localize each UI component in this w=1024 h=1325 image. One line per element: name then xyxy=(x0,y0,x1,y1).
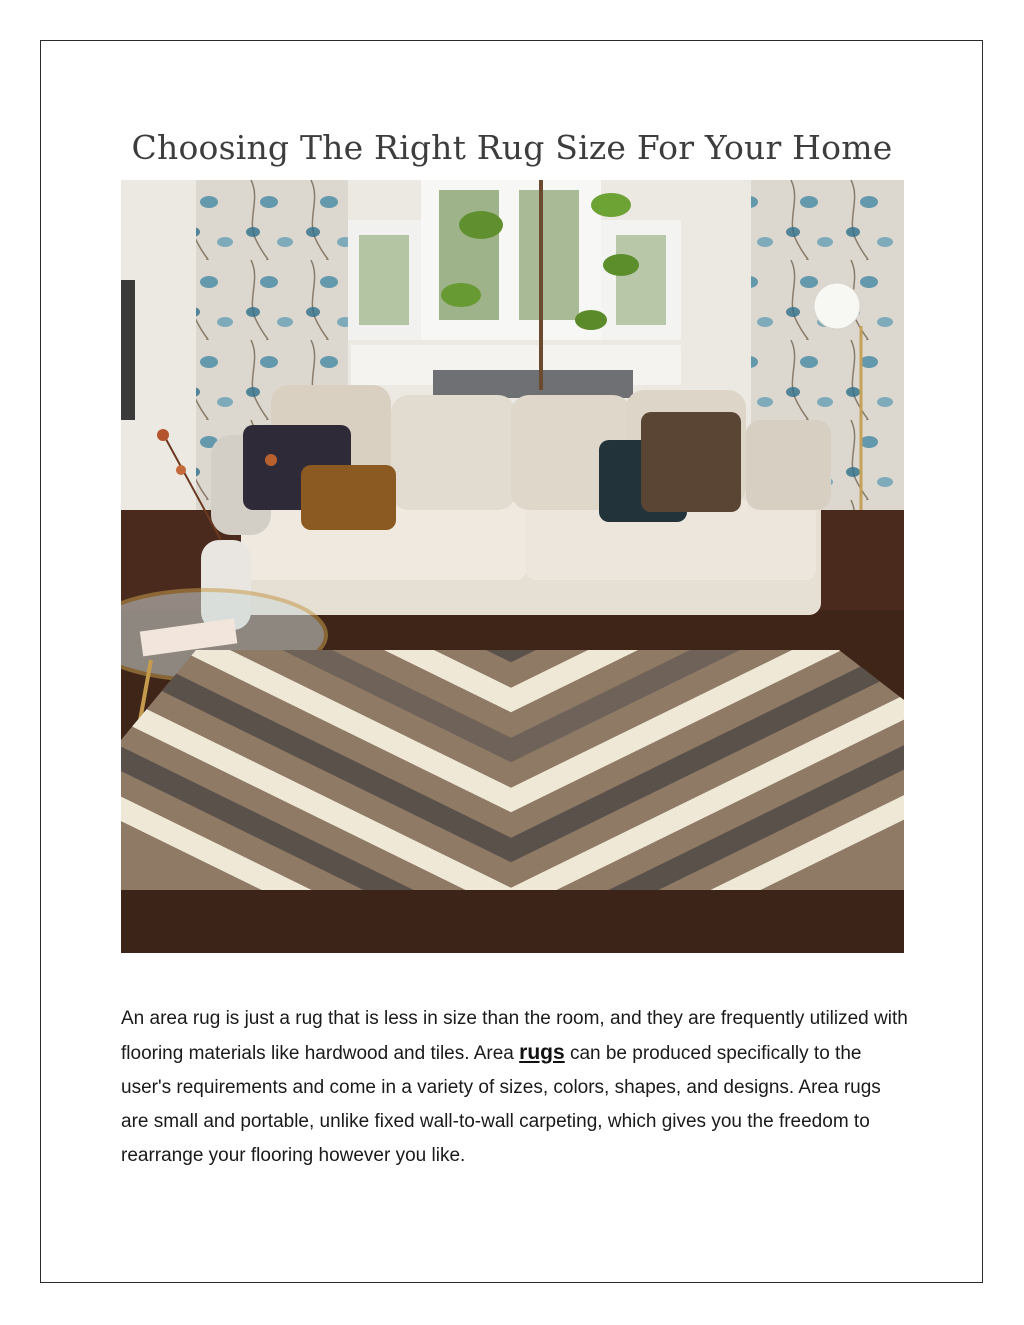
page-title: Choosing The Right Rug Size For Your Home xyxy=(131,128,893,167)
paragraph-text-after: can be produced specifically to the user's requirements and come in a variety of sizes, colors, shapes, and designs. Area rugs are small and portable, unlike fixed wall-to-wall carpeting, which gives you the freedom to rearrange your flooring however you like. xyxy=(121,1043,881,1166)
paragraph-text-before: An area rug is just a rug that is less in size than the room, and they are frequently utilized with flooring materials like hardwood and tiles. Area xyxy=(121,1008,908,1064)
living-room-photo xyxy=(121,180,904,953)
body-paragraph xyxy=(121,1002,911,1173)
rugs-link[interactable]: rugs xyxy=(519,1041,565,1064)
